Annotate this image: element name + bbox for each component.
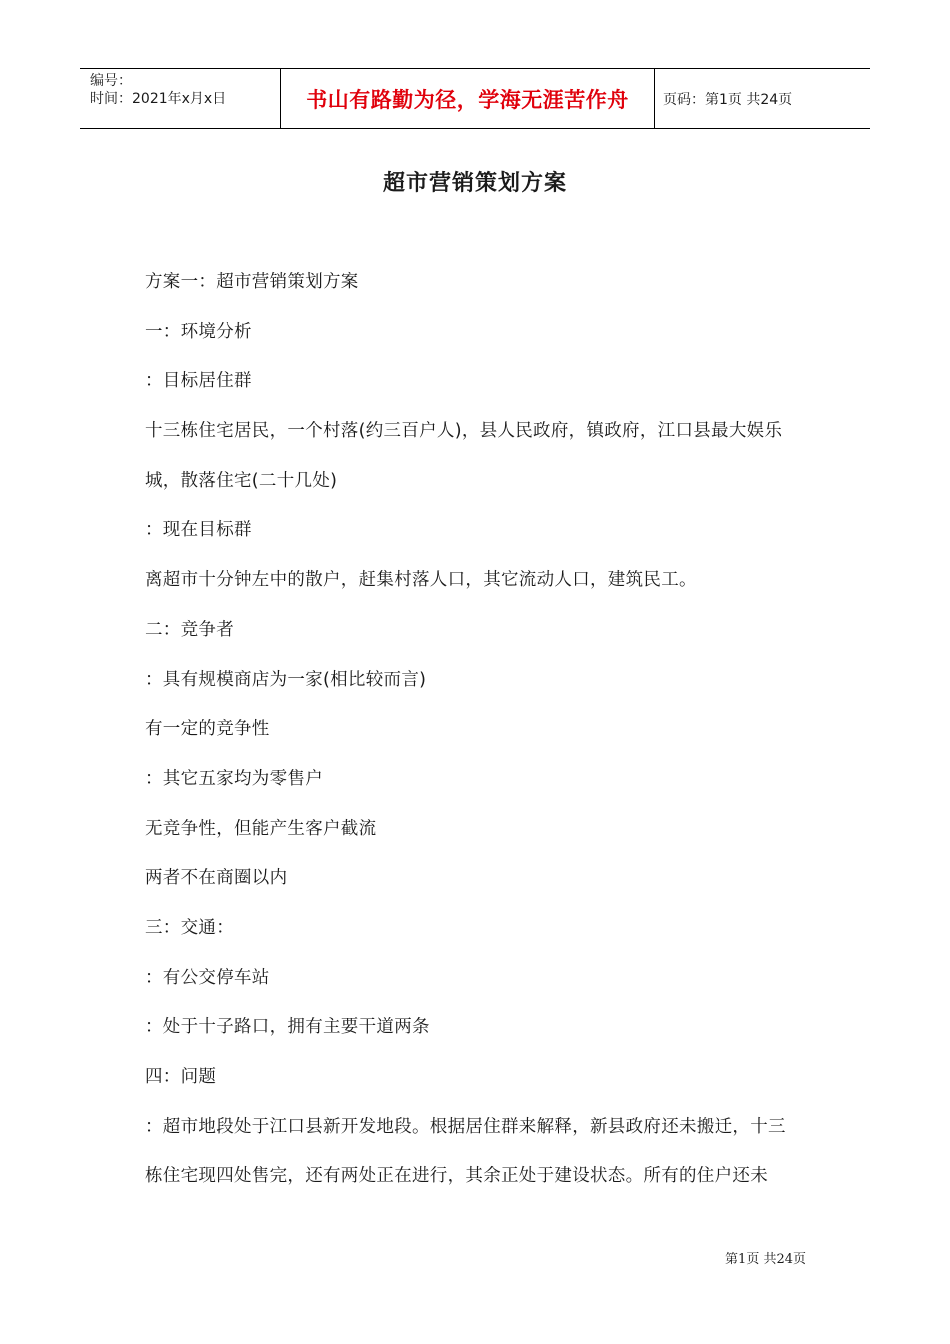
body-line: 四：问题	[145, 1067, 217, 1087]
body-line: ：具有规模商店为一家(相比较而言)	[145, 669, 427, 690]
body-line: 栋住宅现四处售完，还有两处正在进行，其余正处于建设状态。所有的住户还未	[145, 1166, 768, 1187]
body-line: 离超市十分钟左中的散户，赶集村落人口，其它流动人口，建筑民工。	[145, 570, 697, 591]
body-line: 一：环境分析	[145, 321, 252, 342]
body-line: 方案一：超市营销策划方案	[145, 272, 359, 292]
header-page-label: 页码：第1页 共24页	[663, 91, 793, 108]
date-label: 时间：2021年x月x日	[90, 91, 227, 107]
body-line: ：有公交停车站	[145, 967, 270, 988]
body-line: ：现在目标群	[145, 520, 252, 541]
body-line: 有一定的竞争性	[145, 719, 270, 740]
footer-page-number: 第1页 共24页	[725, 1252, 806, 1267]
body-line: ：其它五家均为零售户	[145, 768, 323, 789]
body-line: 三：交通：	[145, 917, 234, 938]
body-line: 城，散落住宅(二十几处)	[145, 470, 338, 491]
body-line: 两者不在商圈以内	[145, 868, 288, 889]
document-title: 超市营销策划方案	[382, 171, 567, 196]
header-table	[80, 68, 870, 129]
serial-label: 编号：	[90, 73, 132, 89]
document-body	[145, 269, 815, 1213]
header-meta-cell	[80, 69, 281, 128]
body-line: 二：竞争者	[145, 619, 234, 640]
body-line: 十三栋住宅居民，一个村落(约三百户人)，县人民政府，镇政府，江口县最大娱乐	[145, 421, 783, 442]
body-line: 无竞争性，但能产生客户截流	[145, 818, 377, 839]
header-motto: 书山有路勤为径，学海无涯苦作舟	[281, 69, 655, 128]
body-line: ：目标居住群	[145, 371, 252, 392]
body-line: ：超市地段处于江口县新开发地段。根据居住群来解释，新县政府还未搬迁，十三	[145, 1116, 786, 1137]
body-line: ：处于十子路口，拥有主要干道两条	[145, 1017, 430, 1038]
